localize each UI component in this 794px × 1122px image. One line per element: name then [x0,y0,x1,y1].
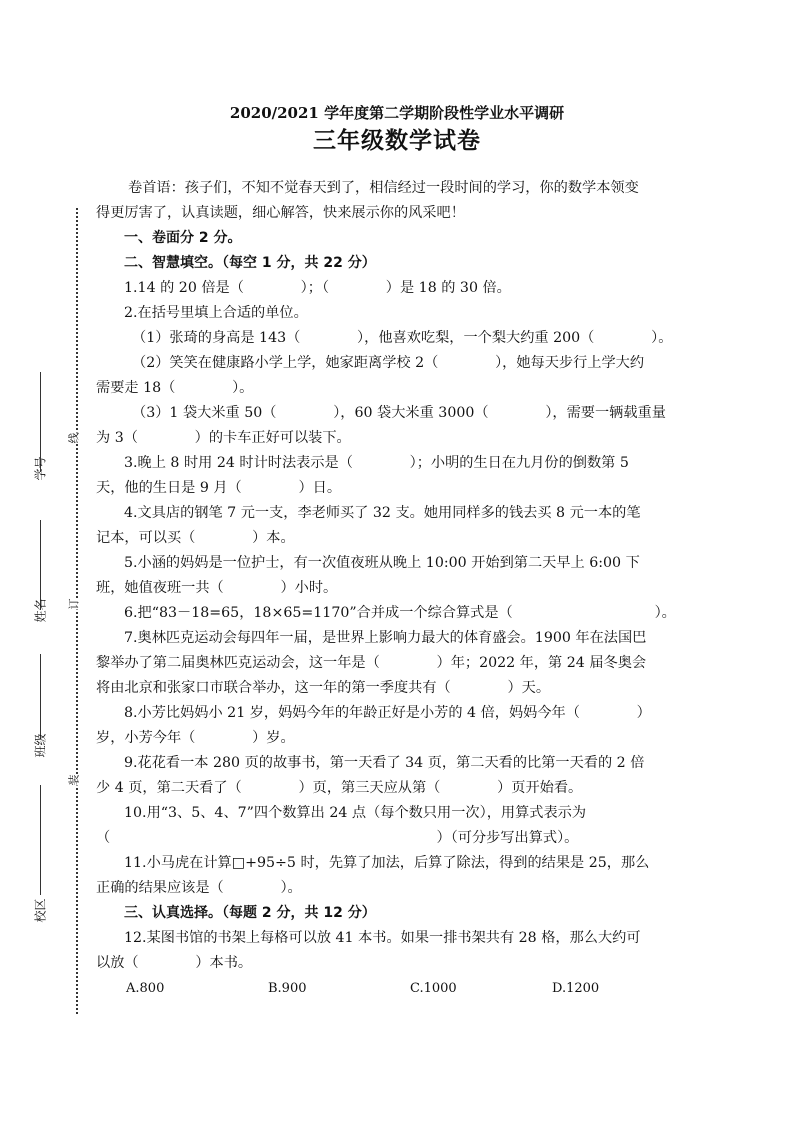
exam-body [96,176,704,1001]
name-underline [40,520,41,610]
choice-c: C.1000 [410,981,457,996]
section-3-heading: 三、认真选择。（每题 2 分，共 12 分） [124,905,376,921]
question-9: 9.花花看一本 280 页的故事书，第一天看了 34 页，第二天看的比第一天看的 2 倍 [124,755,645,771]
question-2-2-cont: 需要走 18（ ）。 [96,380,254,396]
question-10-cont: （ ）（可分步写出算式）。 [96,830,579,846]
question-11: 11.小马虎在计算□+95÷5 时，先算了加法，后算了除法，得到的结果是 25，那么 [124,855,650,871]
question-8: 8.小芳比妈妈小 21 岁，妈妈今年的年龄正好是小芳的 4 倍，妈妈今年（ ） [124,705,651,721]
question-10: 10.用“3、5、4、7”四个数算出 24 点（每个数只用一次），用算式表示为 [124,805,587,821]
question-12-choices [124,976,704,1001]
question-4-cont: 记本，可以买（ ）本。 [96,530,295,546]
question-12-cont: 以放（ ）本书。 [96,955,253,971]
question-7-cont-1: 黎举办了第二届奥林匹克运动会，这一年是（ ）年；2022 年，第 24 届冬奥会 [96,655,647,671]
question-8-cont: 岁，小芳今年（ ）岁。 [96,730,295,746]
question-2-3: （3）1 袋大米重 50（ ），60 袋大米重 3000（ ），需要一辆载重量 [132,405,666,421]
exam-subtitle: 2020/2021 学年度第二学期阶段性学业水平调研 [229,104,565,122]
question-4: 4.文具店的钢笔 7 元一支，李老师买了 32 支。她用同样多的钱去买 8 元一本的笔 [124,505,641,521]
question-12: 12.某图书馆的书架上每格可以放 41 本书。如果一排书架共有 28 格，那么大约可 [124,930,641,946]
question-6: 6.把“83－18=65，18×65=1170”合并成一个综合算式是（ ）。 [124,605,676,621]
intro-line-2: 得更厉害了，认真读题，细心解答，快来展示你的风采吧！ [96,205,465,221]
section-1-heading: 一、卷面分 2 分。 [124,230,242,246]
seal-line-char: 线 [64,433,84,444]
name-label: 姓名 [33,598,48,623]
class-underline [40,654,41,739]
question-11-cont: 正确的结果应该是（ ）。 [96,880,302,896]
question-2: 2.在括号里填上合适的单位。 [124,305,308,321]
question-5: 5.小涵的妈妈是一位护士，有一次值夜班从晚上 10:00 开始到第二天早上 6:00 下 [124,555,640,571]
question-2-2: （2）笑笑在健康路小学上学，她家距离学校 2（ ），她每天步行上学大约 [132,355,645,371]
choice-b: B.900 [268,981,307,996]
student-id-label: 学号 [33,456,48,481]
question-2-1: （1）张琦的身高是 143（ ），他喜欢吃梨，一个梨大约重 200（ ）。 [132,330,673,346]
campus-label: 校区 [33,898,48,923]
binding-dotted-line [76,208,78,1014]
choice-d: D.1200 [552,981,600,996]
section-2-heading: 二、智慧填空。（每空 1 分，共 22 分） [124,255,376,271]
question-3: 3.晚上 8 时用 24 时计时法表示是（ ）；小明的生日在九月份的倒数第 5 [124,455,629,471]
choice-a: A.800 [126,981,165,996]
question-2-3-cont: 为 3（ ）的卡车正好可以装下。 [96,430,351,446]
campus-underline [40,785,41,895]
intro-line-1: 卷首语：孩子们，不知不觉春天到了，相信经过一段时间的学习，你的数学本领变 [128,180,639,196]
question-9-cont: 少 4 页，第二天看了（ ）页，第三天应从第（ ）页开始看。 [96,780,583,796]
seal-mount-char: 装 [64,775,84,786]
class-label: 班级 [33,733,48,758]
question-7: 7.奥林匹克运动会每四年一届，是世界上影响力最大的体育盛会。1900 年在法国巴 [124,630,647,646]
exam-title: 三年级数学试卷 [313,127,481,154]
question-1: 1.14 的 20 倍是（ ）；（ ）是 18 的 30 倍。 [124,280,511,296]
question-5-cont: 班，她值夜班一共（ ）小时。 [96,580,338,596]
seal-bind-char: 订 [64,599,84,610]
question-3-cont: 天，他的生日是 9 月（ ）日。 [96,480,342,496]
question-7-cont-2: 将由北京和张家口市联合举办，这一年的第一季度共有（ ）天。 [96,680,551,696]
